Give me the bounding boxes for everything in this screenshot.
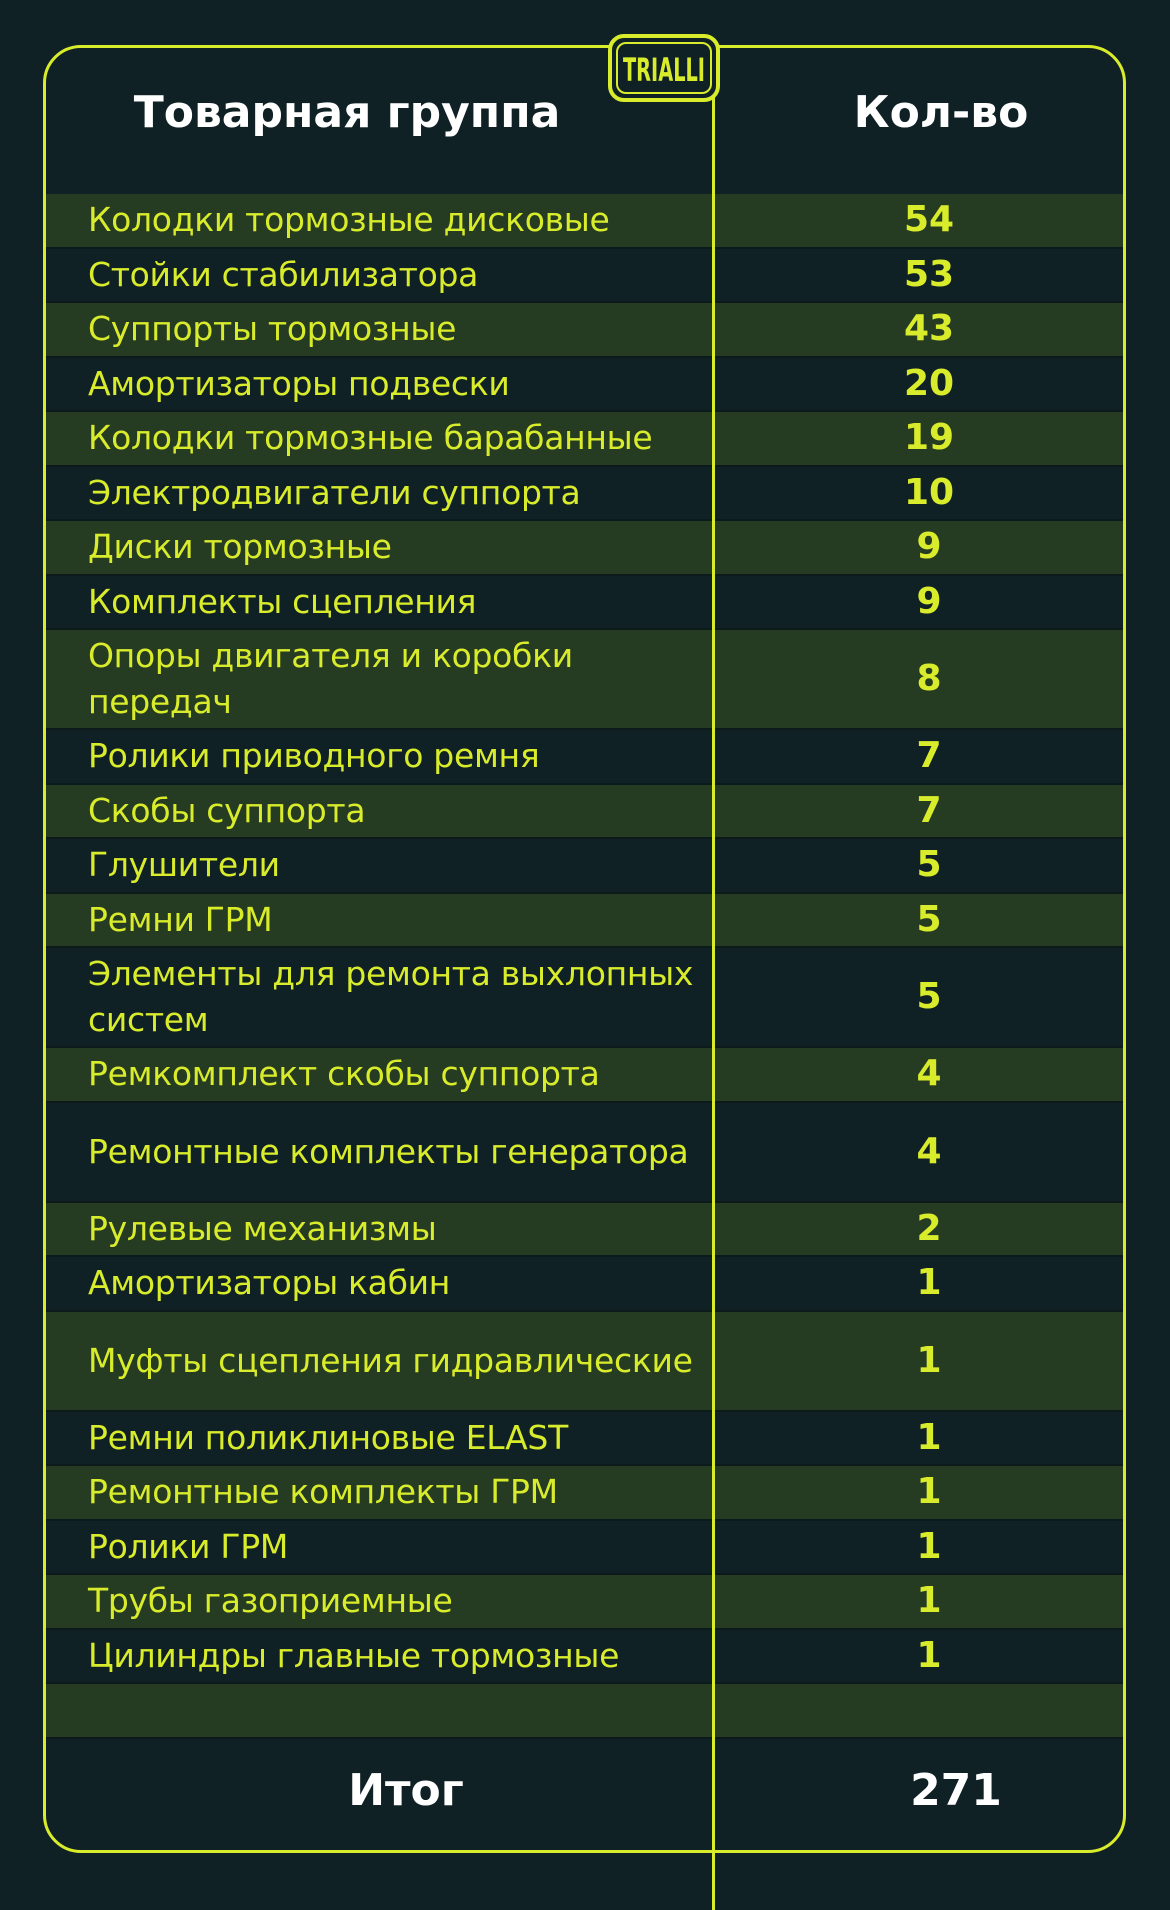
table-row <box>46 730 1123 785</box>
table-row <box>46 1575 1123 1630</box>
table-row <box>46 194 1123 249</box>
product-group-cell: Муфты сцепления гидравлические <box>88 1340 693 1380</box>
total-value: 271 <box>910 1765 1002 1816</box>
product-group-cell: Глушители <box>88 845 280 885</box>
trialli-logo <box>608 34 720 102</box>
quantity-cell: 5 <box>916 976 942 1017</box>
table-row <box>46 1203 1123 1258</box>
quantity-cell: 1 <box>916 1339 942 1381</box>
table-row <box>46 412 1123 467</box>
product-group-cell: Суппорты тормозные <box>88 309 457 349</box>
table-row <box>46 1312 1123 1412</box>
quantity-cell: 54 <box>903 199 955 241</box>
product-group-cell: Амортизаторы кабин <box>88 1263 451 1303</box>
product-group-cell: Цилиндры главные тормозные <box>88 1635 620 1675</box>
quantity-cell: 1 <box>916 1580 942 1622</box>
table-row <box>46 303 1123 358</box>
quantity-cell: 4 <box>916 1053 942 1095</box>
table-row <box>46 1521 1123 1576</box>
quantity-cell: 1 <box>916 1416 942 1458</box>
product-group-cell: Колодки тормозные барабанные <box>88 418 653 458</box>
product-group-cell: Рулевые механизмы <box>88 1208 437 1248</box>
column-divider <box>712 45 715 1910</box>
table-row <box>46 249 1123 304</box>
product-group-cell: Ремни поликлиновые ELAST <box>88 1417 568 1457</box>
product-group-cell: Ремни ГРМ <box>88 899 273 939</box>
product-group-cell: Элементы для ремонта выхлопных систем <box>88 954 694 1039</box>
quantity-cell: 5 <box>916 898 942 940</box>
quantity-cell: 1 <box>916 1262 942 1304</box>
product-group-cell: Ролики приводного ремня <box>88 736 540 776</box>
quantity-cell: 2 <box>916 1207 942 1249</box>
empty-row <box>46 1684 1123 1739</box>
product-group-cell: Комплекты сцепления <box>88 581 477 621</box>
product-group-cell: Диски тормозные <box>88 527 392 567</box>
product-group-cell: Амортизаторы подвески <box>88 363 510 403</box>
quantity-cell: 7 <box>916 735 942 777</box>
quantity-cell: 53 <box>903 253 955 295</box>
quantity-cell: 9 <box>916 526 942 568</box>
product-group-cell: Ролики ГРМ <box>88 1526 288 1566</box>
quantity-cell: 5 <box>916 844 942 886</box>
table-row <box>46 894 1123 949</box>
table-body <box>46 194 1123 1739</box>
column-header-qty: Кол-во <box>853 87 1029 138</box>
quantity-cell: 4 <box>916 1130 942 1172</box>
quantity-cell: 10 <box>903 471 955 513</box>
table-row <box>46 521 1123 576</box>
table-row <box>46 1257 1123 1312</box>
table-row <box>46 1412 1123 1467</box>
table-row <box>46 1466 1123 1521</box>
quantity-cell: 1 <box>916 1471 942 1513</box>
table-row <box>46 785 1123 840</box>
table-row <box>46 630 1123 730</box>
table-row <box>46 948 1123 1048</box>
product-group-cell: Электродвигатели суппорта <box>88 472 581 512</box>
table-header <box>46 48 1123 194</box>
quantity-cell: 20 <box>903 362 955 404</box>
column-header-group: Товарная группа <box>133 87 561 138</box>
quantity-cell: 8 <box>916 658 942 699</box>
product-group-cell: Ремкомплект скобы суппорта <box>88 1054 600 1094</box>
table-row <box>46 1048 1123 1103</box>
table-row <box>46 1103 1123 1203</box>
product-group-cell: Опоры двигателя и коробки передач <box>88 636 573 721</box>
product-group-cell: Стойки стабилизатора <box>88 254 479 294</box>
table-row <box>46 1630 1123 1685</box>
quantity-cell: 9 <box>916 580 942 622</box>
table-frame <box>43 45 1126 1853</box>
quantity-cell: 1 <box>916 1634 942 1676</box>
table-row <box>46 576 1123 631</box>
product-group-cell: Ремонтные комплекты генератора <box>88 1131 689 1171</box>
product-group-cell: Колодки тормозные дисковые <box>88 200 610 240</box>
quantity-cell: 7 <box>916 789 942 831</box>
table-footer <box>46 1734 1123 1850</box>
logo-text: TRIALLI <box>623 51 705 89</box>
table-row <box>46 839 1123 894</box>
table-row <box>46 358 1123 413</box>
quantity-cell: 19 <box>903 417 955 459</box>
quantity-cell: 43 <box>903 308 955 350</box>
quantity-cell: 1 <box>916 1525 942 1567</box>
total-label: Итог <box>348 1765 464 1816</box>
product-group-cell: Ремонтные комплекты ГРМ <box>88 1472 558 1512</box>
table-row <box>46 467 1123 522</box>
product-group-cell: Трубы газоприемные <box>88 1581 453 1621</box>
product-group-cell: Скобы суппорта <box>88 790 366 830</box>
